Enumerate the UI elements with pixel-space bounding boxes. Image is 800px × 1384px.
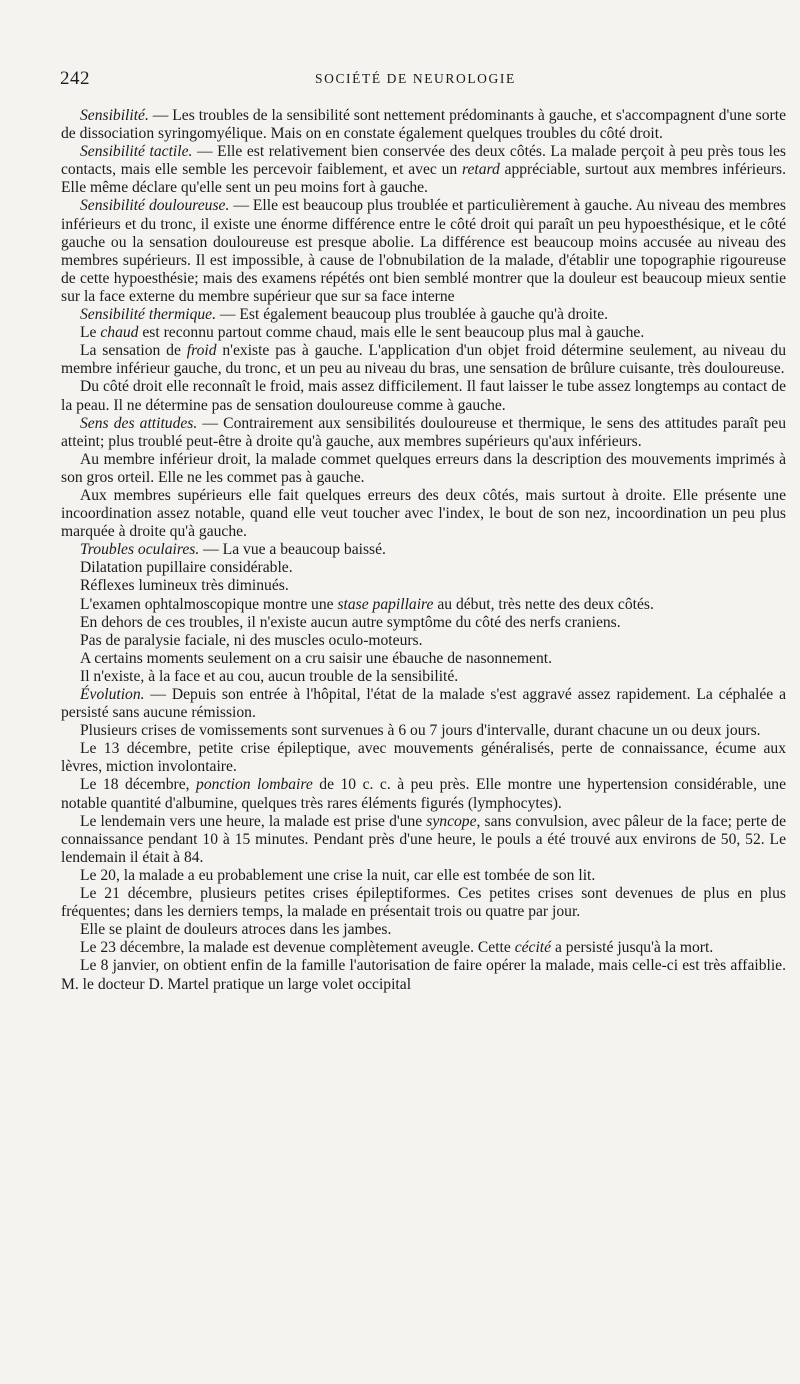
italic-run: chaud bbox=[100, 324, 139, 342]
paragraph bbox=[61, 197, 786, 306]
paragraph bbox=[61, 306, 786, 324]
paragraph bbox=[61, 921, 786, 939]
text-run: Pas de paralysie faciale, ni des muscles oculo-moteurs. bbox=[80, 631, 423, 649]
paragraph bbox=[61, 324, 786, 342]
paragraph bbox=[61, 957, 786, 993]
paragraph bbox=[61, 939, 786, 957]
paragraph bbox=[61, 415, 786, 451]
text-run: — Elle est beaucoup plus troublée et particulièrement à gauche. Au niveau des membres inférieurs et du tronc, il existe une énorme différence entre le côté droit qui paraît un peu hypoesthésique, et le côté gauche ou la sensation douloureuse est presque abolie. La différence est beaucoup moins accusée au niveau des membres supérieurs. Il est impossible, à cause de l'obnubilation de la malade, d'établir une topographie rigoureuse de cette hypoesthésie; mais des examens répétés ont bien semblé montrer que la douleur est beaucoup mieux sentie sur la face externe du membre supérieur que sur sa face interne bbox=[61, 197, 786, 305]
text-run: Le 21 décembre, plusieurs petites crises épileptiformes. Ces petites crises sont devenues de plus en plus fréquentes; dans les derniers temps, la malade en présentait trois ou quatre par jour. bbox=[61, 885, 786, 921]
text-run: Au membre inférieur droit, la malade commet quelques erreurs dans la description des mouvements imprimés à son gros orteil. Elle ne les commet pas à gauche. bbox=[61, 450, 786, 486]
text-run: Il n'existe, à la face et au cou, aucun trouble de la sensibilité. bbox=[80, 667, 459, 685]
text-run: Plusieurs crises de vomissements sont survenues à 6 ou 7 jours d'intervalle, durant chacune un ou deux jours. bbox=[80, 722, 761, 740]
italic-run: Évolution. bbox=[80, 686, 145, 703]
paragraph bbox=[61, 740, 786, 776]
paragraph bbox=[61, 577, 786, 595]
paragraph bbox=[61, 143, 786, 197]
italic-run: Troubles oculaires. bbox=[80, 541, 200, 559]
text-run: — Contrairement aux sensibilités douloureuse et thermique, le sens des attitudes paraît peu atteint; plus troublé peut-être à droite qu'à gauche, aux membres supérieurs qu'aux inférieurs. bbox=[61, 414, 786, 450]
paragraph bbox=[61, 378, 786, 414]
paragraph bbox=[61, 813, 786, 867]
italic-run: retard bbox=[461, 161, 500, 179]
italic-run: syncope bbox=[426, 812, 477, 830]
text-run: est reconnu partout comme chaud, mais elle le sent beaucoup plus mal à gauche. bbox=[138, 324, 645, 342]
text-run: a persisté jusqu'à la mort. bbox=[551, 939, 714, 957]
text-run: au début, très nette des deux côtés. bbox=[433, 595, 654, 613]
text-run: Le 20, la malade a eu probablement une crise la nuit, car elle est tombée de son lit. bbox=[80, 866, 596, 884]
italic-run: ponction lombaire bbox=[196, 776, 313, 794]
text-run: Elle se plaint de douleurs atroces dans les jambes. bbox=[80, 921, 392, 939]
text-run: — Depuis son entrée à l'hôpital, l'état de la malade s'est aggravé assez rapidement. La céphalée a persisté sans aucune rémission. bbox=[61, 686, 786, 722]
paragraph bbox=[61, 342, 786, 378]
text-run: Le 13 décembre, petite crise épileptique, avec mouvements généralisés, perte de connaissance, écume aux lèvres, miction involontaire. bbox=[61, 740, 786, 776]
paragraph bbox=[61, 559, 786, 577]
italic-run: Sensibilité douloureuse. bbox=[80, 197, 230, 215]
text-run: Le 18 décembre, bbox=[80, 776, 197, 794]
paragraph bbox=[61, 722, 786, 740]
text-run: n'existe pas à gauche. L'application d'un objet froid détermine seulement, au niveau du membre inférieur gauche, du tronc, et un peu au niveau du bras, une sensation de brûlure cuisante, très douloureuse. bbox=[61, 342, 786, 378]
text-run: de 10 c. c. à peu près. Elle montre une hypertension considérable, une notable quantité d'albumine, quelques très rares éléments figurés (lymphocytes). bbox=[61, 776, 786, 812]
text-run: — Elle est relativement bien conservée des deux côtés. La malade perçoit à peu près tous les contacts, mais elle semble les percevoir faiblement, et avec un bbox=[61, 143, 786, 179]
italic-run: Sensibilité tactile. bbox=[80, 143, 193, 161]
italic-run: Sensibilité thermique. bbox=[80, 306, 216, 324]
page-header bbox=[60, 68, 785, 92]
text-run: L'examen ophtalmoscopique montre une bbox=[80, 595, 338, 613]
italic-run: Sensibilité. bbox=[80, 107, 149, 124]
paragraph bbox=[61, 776, 786, 812]
running-title: SOCIÉTÉ DE NEUROLOGIE bbox=[315, 71, 516, 86]
paragraph bbox=[61, 451, 786, 487]
text-run: appréciable, surtout aux membres inférieurs. Elle même déclare qu'elle sent un peu moins fort à gauche. bbox=[61, 161, 786, 197]
text-run: Du côté droit elle reconnaît le froid, mais assez difficilement. Il faut laisser le tube assez longtemps au contact de la peau. Il ne détermine pas de sensation douloureuse comme à gauche. bbox=[61, 378, 786, 414]
paragraph bbox=[61, 885, 786, 921]
paragraph bbox=[61, 668, 786, 686]
paragraph bbox=[61, 867, 786, 885]
text-run: Aux membres supérieurs elle fait quelques erreurs des deux côtés, mais surtout à droite. Elle présente une incoordination assez notable, quand elle veut toucher avec l'index, le bout de son nez, incoordination un peu plus marquée à droite qu'à gauche. bbox=[61, 486, 786, 541]
page-number: 242 bbox=[60, 68, 90, 89]
text-run: Le 8 janvier, on obtient enfin de la famille l'autorisation de faire opérer la malade, mais celle-ci est très affaiblie. M. le docteur D. Martel pratique un large volet occipital bbox=[61, 957, 786, 993]
paragraph bbox=[61, 614, 786, 632]
italic-run: Sens des attitudes. bbox=[80, 414, 198, 432]
italic-run: stase papillaire bbox=[337, 595, 434, 613]
paragraph bbox=[61, 650, 786, 668]
text-run: Le 23 décembre, la malade est devenue complètement aveugle. Cette bbox=[80, 939, 515, 957]
text-run: En dehors de ces troubles, il n'existe aucun autre symptôme du côté des nerfs craniens. bbox=[80, 613, 621, 631]
text-run: , sans convulsion, avec pâleur de la face; perte de connaissance pendant 10 à 15 minutes. Pendant près d'une heure, le pouls a été trouvé aux environs de 50, 52. Le lendemain il était à 84. bbox=[61, 812, 787, 866]
text-run: La sensation de bbox=[80, 342, 187, 360]
text-run: Le lendemain vers une heure, la malade est prise d'une bbox=[80, 812, 427, 830]
body-text bbox=[61, 107, 786, 994]
paragraph bbox=[61, 686, 786, 722]
text-run: — Est également beaucoup plus troublée à gauche qu'à droite. bbox=[216, 306, 609, 324]
paragraph bbox=[61, 487, 786, 541]
text-run: — Les troubles de la sensibilité sont nettement prédominants à gauche, et s'accompagnent d'une sorte de dissociation syringomyélique. Mais on en constate également quelques troubles du côté droit. bbox=[61, 107, 786, 143]
italic-run: cécité bbox=[514, 939, 552, 957]
text-run: A certains moments seulement on a cru saisir une ébauche de nasonnement. bbox=[80, 649, 552, 667]
paragraph bbox=[61, 632, 786, 650]
paragraph bbox=[61, 541, 786, 559]
italic-run: froid bbox=[186, 342, 217, 360]
text-run: — La vue a beaucoup baissé. bbox=[199, 541, 386, 559]
text-run: Réflexes lumineux très diminués. bbox=[80, 577, 289, 595]
text-run: Le bbox=[80, 324, 101, 342]
paragraph bbox=[61, 596, 786, 614]
paragraph bbox=[61, 107, 786, 143]
text-run: Dilatation pupillaire considérable. bbox=[80, 559, 293, 577]
